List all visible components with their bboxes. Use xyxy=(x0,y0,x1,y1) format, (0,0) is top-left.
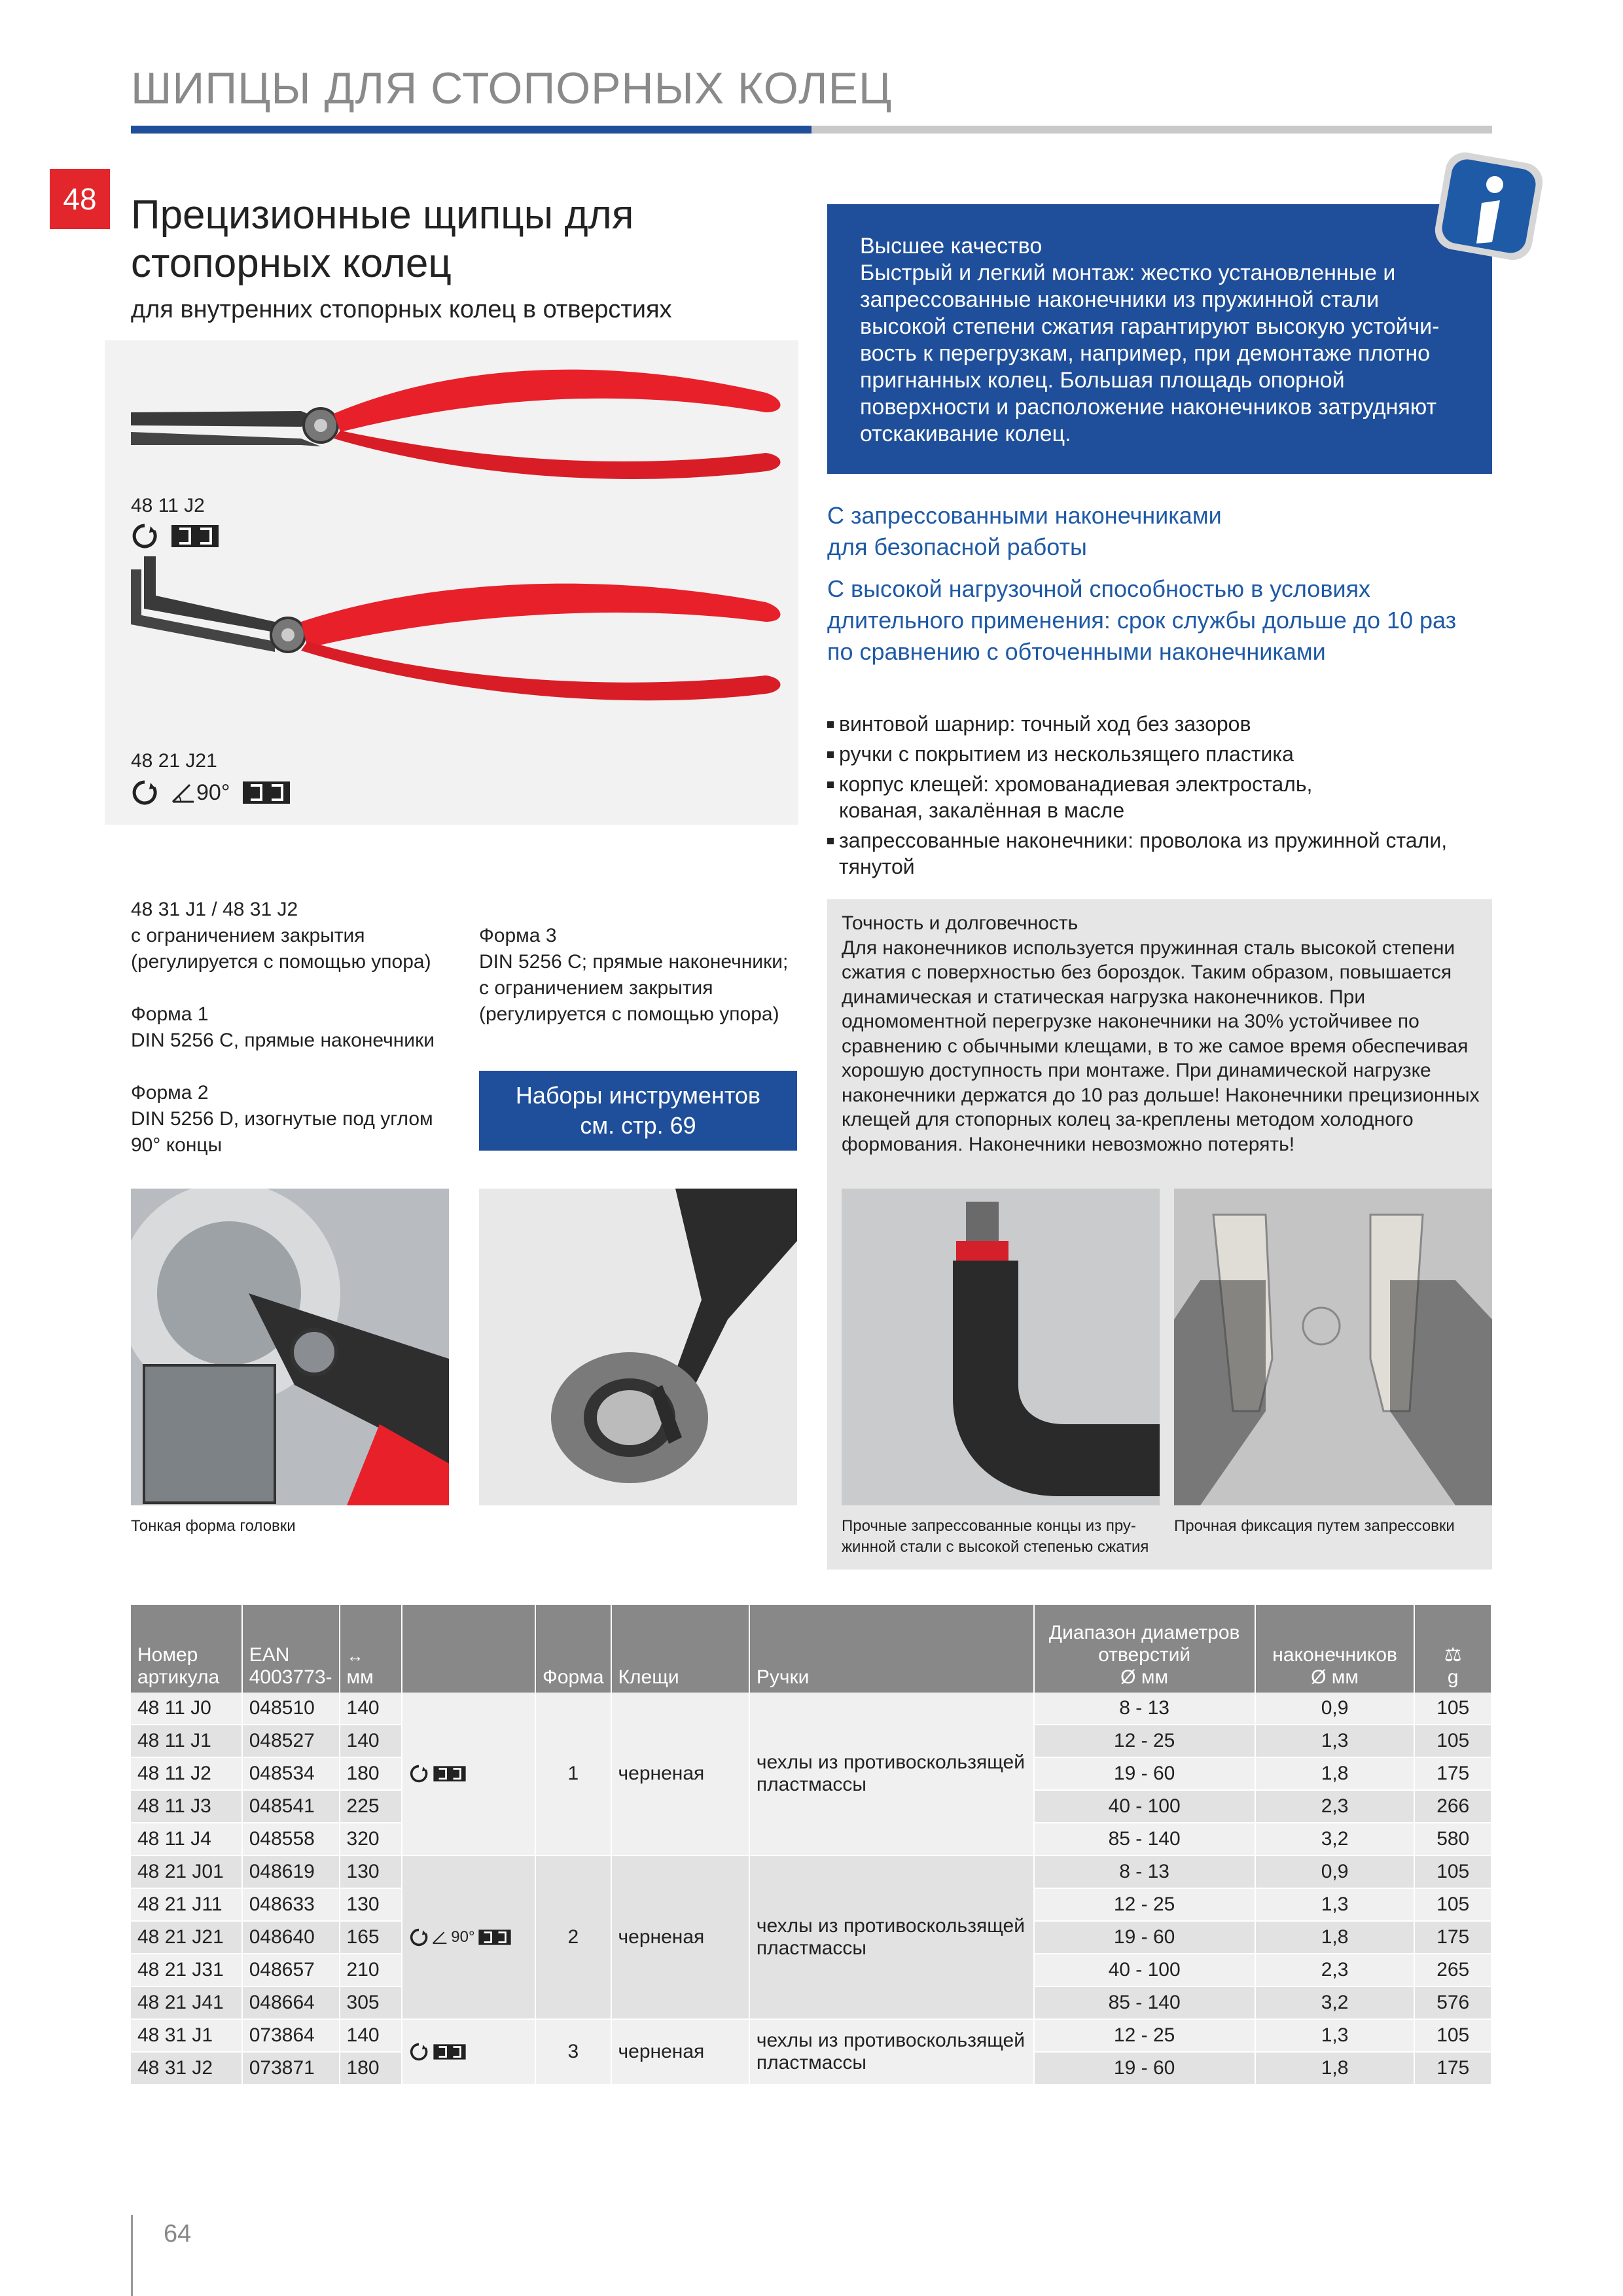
forms-left-line: DIN 5256 C, прямые наконечники xyxy=(131,1030,435,1051)
cell-range: 19 - 60 xyxy=(1034,1921,1255,1954)
forms-left-line: Форма 2 xyxy=(131,1082,209,1103)
quality-text: Быстрый и легкий монтаж: жестко установленные и запрессованные наконечники из пружинной стали высокой степени сжатия гарантируют высокую устойчи-вость к перегрузкам, например, при демонтаже плотно пригнанных колец. Большая площадь опорной поверхности и расположение наконечников затрудняют отскакивание колец. xyxy=(860,260,1440,446)
spacer xyxy=(131,1054,458,1080)
th-pliers: Клещи xyxy=(611,1605,749,1693)
cell-article: 48 11 J4 xyxy=(131,1823,242,1856)
feature-bullets xyxy=(827,711,1488,884)
table-row xyxy=(131,1693,1491,1725)
bullet-item: ручки с покрытием из нескользящего пластика xyxy=(827,741,1488,767)
cell-range: 19 - 60 xyxy=(1034,1757,1255,1790)
form-straight-icon xyxy=(433,2042,467,2062)
cell-weight: 266 xyxy=(1414,1790,1491,1823)
angle-value: 90° xyxy=(196,780,230,805)
cell-ean: 048527 xyxy=(242,1725,340,1757)
cell-length: 140 xyxy=(340,2019,402,2052)
forms-right-column xyxy=(479,923,806,1028)
th-length-unit: мм xyxy=(346,1666,374,1688)
durability-text-block xyxy=(842,911,1483,1157)
footer-divider xyxy=(131,2215,133,2296)
th-range-line3: Ø мм xyxy=(1120,1666,1169,1688)
bullet-item: запрессованные наконечники: проволока из пружинной стали, тянутой xyxy=(827,827,1467,880)
cell-ean: 048510 xyxy=(242,1693,340,1725)
cell-ean: 048558 xyxy=(242,1823,340,1856)
form-straight-icon xyxy=(433,1764,467,1784)
cell-length: 140 xyxy=(340,1693,402,1725)
cell-form: 2 xyxy=(535,1856,611,2019)
cell-range: 40 - 100 xyxy=(1034,1790,1255,1823)
page-number: 64 xyxy=(164,2220,192,2248)
tips-photo xyxy=(842,1189,1160,1505)
product-subtitle: для внутренних стопорных колец в отверстиях xyxy=(131,296,672,323)
cell-weight: 580 xyxy=(1414,1823,1491,1856)
product-title xyxy=(131,191,707,288)
cell-tip: 1,3 xyxy=(1255,1725,1415,1757)
cell-weight: 576 xyxy=(1414,1986,1491,2019)
th-range-line1: Диапазон диаметров xyxy=(1048,1622,1240,1643)
cell-weight: 105 xyxy=(1414,1888,1491,1921)
th-ean-line2: 4003773- xyxy=(249,1666,332,1688)
cell-ean: 048541 xyxy=(242,1790,340,1823)
forms-left-line: (регулируется с помощью упора) xyxy=(131,951,431,973)
cell-article: 48 31 J1 xyxy=(131,2019,242,2052)
cell-weight: 105 xyxy=(1414,1856,1491,1888)
th-ean xyxy=(242,1605,340,1693)
table-row xyxy=(131,2019,1491,2052)
internal-ring-icon xyxy=(131,522,158,550)
feature-durability: С высокой нагрузочной способностью в условиях длительного применения: срок службы дольше до 10 раз по сравнению с обточенными наконечниками xyxy=(827,575,1457,665)
forms-left-column xyxy=(131,897,458,1158)
variant-sku-1: 48 11 J2 xyxy=(131,495,205,516)
cell-pliers: черненая xyxy=(611,1693,749,1856)
cell-length: 130 xyxy=(340,1888,402,1921)
cell-article: 48 21 J41 xyxy=(131,1986,242,2019)
cell-tip: 1,3 xyxy=(1255,2019,1415,2052)
angle-value: 90° xyxy=(451,1928,475,1946)
cell-weight: 175 xyxy=(1414,1921,1491,1954)
cell-length: 180 xyxy=(340,2052,402,2085)
internal-ring-icon xyxy=(409,2042,429,2062)
form-straight-icon xyxy=(478,1928,512,1947)
cell-ean: 048657 xyxy=(242,1954,340,1986)
cell-pliers: черненая xyxy=(611,1856,749,2019)
cell-tip: 0,9 xyxy=(1255,1693,1415,1725)
forms-left-line: 90° концы xyxy=(131,1134,223,1156)
internal-ring-icon xyxy=(131,779,158,806)
bullet-item: корпус клещей: хромованадиевая электросталь, кованая, закалённая в масле xyxy=(827,771,1336,823)
durability-heading: Точность и долговечность xyxy=(842,912,1079,934)
product-title-line2: стопорных колец xyxy=(131,241,452,286)
application-photo xyxy=(479,1189,797,1505)
forms-left-line: с ограничением закрытия xyxy=(131,925,365,946)
cell-tip: 0,9 xyxy=(1255,1856,1415,1888)
internal-ring-icon xyxy=(409,1928,429,1947)
variant-symbols-1 xyxy=(131,522,220,550)
cell-range: 8 - 13 xyxy=(1034,1856,1255,1888)
section-badge: 48 xyxy=(50,169,110,229)
cell-length: 180 xyxy=(340,1757,402,1790)
cell-pliers: черненая xyxy=(611,2019,749,2085)
cell-length: 140 xyxy=(340,1725,402,1757)
scale-icon: ⚖ xyxy=(1444,1644,1462,1666)
cell-form: 3 xyxy=(535,2019,611,2085)
cell-range: 12 - 25 xyxy=(1034,1888,1255,1921)
forms-left-line: Форма 1 xyxy=(131,1003,209,1025)
tool-sets-line2: см. стр. 69 xyxy=(580,1112,696,1139)
row-symbols xyxy=(409,1928,528,1947)
angled-pliers-image xyxy=(131,556,781,700)
caption-fixation: Прочная фиксация путем запрессовки xyxy=(1174,1517,1455,1535)
feature-pressed-tips: С запрессованными наконечниками для безопасной работы xyxy=(827,502,1222,560)
forms-left-line: DIN 5256 D, изогнутые под углом xyxy=(131,1108,433,1130)
cell-range: 19 - 60 xyxy=(1034,2052,1255,2085)
cell-tip: 2,3 xyxy=(1255,1790,1415,1823)
th-ean-line1: EAN xyxy=(249,1644,290,1666)
th-tips-line2: Ø мм xyxy=(1311,1666,1359,1688)
th-symbols xyxy=(402,1605,535,1693)
caption-tips-line1: Прочные запрессованные концы из пру- xyxy=(842,1517,1136,1535)
forms-right-line: Форма 3 xyxy=(479,925,557,946)
angle-icon xyxy=(431,1929,448,1945)
th-article-line1: Номер xyxy=(137,1644,198,1666)
cell-article: 48 11 J0 xyxy=(131,1693,242,1725)
cell-ean: 048633 xyxy=(242,1888,340,1921)
caption-tips xyxy=(842,1516,1169,1558)
th-tips-line1: наконечников xyxy=(1272,1644,1397,1666)
cell-range: 40 - 100 xyxy=(1034,1954,1255,1986)
cell-weight: 105 xyxy=(1414,2019,1491,2052)
th-form: Форма xyxy=(535,1605,611,1693)
spacer xyxy=(131,975,458,1001)
tool-sets-line1: Наборы инструментов xyxy=(515,1082,761,1109)
caption-tips-line2: жинной стали с высокой степенью сжатия xyxy=(842,1538,1149,1556)
header-rule-blue xyxy=(131,126,812,134)
cell-tip: 3,2 xyxy=(1255,1823,1415,1856)
th-weight-unit: g xyxy=(1447,1666,1459,1688)
spec-table xyxy=(131,1605,1492,2085)
cell-ean: 048619 xyxy=(242,1856,340,1888)
bullet-item: винтовой шарнир: точный ход без зазоров xyxy=(827,711,1488,737)
row-symbols xyxy=(409,2042,528,2062)
form-straight-icon xyxy=(170,522,220,550)
cell-range: 12 - 25 xyxy=(1034,2019,1255,2052)
straight-pliers-image xyxy=(131,370,781,479)
cell-weight: 105 xyxy=(1414,1693,1491,1725)
head-shape-photo xyxy=(131,1189,449,1505)
cell-range: 85 - 140 xyxy=(1034,1986,1255,2019)
cell-length: 165 xyxy=(340,1921,402,1954)
fixation-photo xyxy=(1174,1189,1492,1505)
th-article-line2: артикула xyxy=(137,1666,220,1688)
durability-text: Для наконечников используется пружинная сталь высокой степени сжатия с поверхностью без бороздок. Таким образом, повышается динамическая и статическая нагрузка наконечников. При одномоментной перегрузке наконечники на 30% устойчивее по сравнению с обычными клещами, в то же самое время обеспечивая хорошую доступность при монтаже. При динамической нагрузке наконечники держатся до 10 раз дольше! Наконечники прецизионных клещей для стопорных колец за-креплены методом холодного формования. Наконечники невозможно потерять! xyxy=(842,937,1480,1155)
cell-length: 305 xyxy=(340,1986,402,2019)
cell-article: 48 21 J11 xyxy=(131,1888,242,1921)
cell-article: 48 11 J3 xyxy=(131,1790,242,1823)
cell-weight: 175 xyxy=(1414,2052,1491,2085)
forms-right-line: с ограничением закрытия xyxy=(479,977,713,999)
cell-article: 48 21 J21 xyxy=(131,1921,242,1954)
form-straight-icon xyxy=(241,779,291,806)
header-rule-grey xyxy=(812,126,1492,134)
cell-article: 48 21 J01 xyxy=(131,1856,242,1888)
quality-info-box xyxy=(827,204,1492,474)
cell-range: 12 - 25 xyxy=(1034,1725,1255,1757)
variant-symbols-2 xyxy=(131,779,291,806)
cell-symbols xyxy=(402,1856,535,2019)
cell-article: 48 21 J31 xyxy=(131,1954,242,1986)
cell-article: 48 11 J2 xyxy=(131,1757,242,1790)
product-title-line1: Прецизионные щипцы для xyxy=(131,192,634,238)
cell-symbols xyxy=(402,2019,535,2085)
cell-length: 210 xyxy=(340,1954,402,1986)
length-arrow-icon: ↔ xyxy=(346,1646,364,1666)
spec-table-body xyxy=(131,1693,1491,2085)
th-range xyxy=(1034,1605,1255,1693)
page-header-title: ШИПЦЫ ДЛЯ СТОПОРНЫХ КОЛЕЦ xyxy=(131,63,893,113)
th-range-line2: отверстий xyxy=(1098,1644,1191,1666)
quality-heading: Высшее качество xyxy=(860,234,1043,259)
cell-weight: 105 xyxy=(1414,1725,1491,1757)
cell-handles: чехлы из противоскользящей пластмассы xyxy=(749,1693,1034,1856)
cell-tip: 1,8 xyxy=(1255,2052,1415,2085)
cell-article: 48 31 J2 xyxy=(131,2052,242,2085)
table-row xyxy=(131,1856,1491,1888)
cell-tip: 1,3 xyxy=(1255,1888,1415,1921)
th-article xyxy=(131,1605,242,1693)
cell-tip: 1,8 xyxy=(1255,1921,1415,1954)
cell-tip: 3,2 xyxy=(1255,1986,1415,2019)
cell-ean: 048664 xyxy=(242,1986,340,2019)
angle-label xyxy=(170,780,230,806)
forms-right-line: DIN 5256 C; прямые наконечники; xyxy=(479,951,789,973)
internal-ring-icon xyxy=(409,1764,429,1784)
row-symbols xyxy=(409,1764,528,1784)
cell-weight: 265 xyxy=(1414,1954,1491,1986)
cell-range: 85 - 140 xyxy=(1034,1823,1255,1856)
spec-table-header xyxy=(131,1605,1491,1693)
th-tips xyxy=(1255,1605,1415,1693)
cell-article: 48 11 J1 xyxy=(131,1725,242,1757)
cell-length: 320 xyxy=(340,1823,402,1856)
cell-ean: 048534 xyxy=(242,1757,340,1790)
cell-ean: 073864 xyxy=(242,2019,340,2052)
forms-right-line: (регулируется с помощью упора) xyxy=(479,1003,779,1025)
cell-tip: 1,8 xyxy=(1255,1757,1415,1790)
info-icon xyxy=(1427,144,1551,268)
cell-handles: чехлы из противоскользящей пластмассы xyxy=(749,1856,1034,2019)
cell-form: 1 xyxy=(535,1693,611,1856)
th-length xyxy=(340,1605,402,1693)
cell-weight: 175 xyxy=(1414,1757,1491,1790)
cell-symbols xyxy=(402,1693,535,1856)
cell-range: 8 - 13 xyxy=(1034,1693,1255,1725)
cell-ean: 048640 xyxy=(242,1921,340,1954)
forms-left-line: 48 31 J1 / 48 31 J2 xyxy=(131,899,298,920)
th-handles: Ручки xyxy=(749,1605,1034,1693)
tool-sets-link-box[interactable] xyxy=(479,1071,797,1151)
cell-tip: 2,3 xyxy=(1255,1954,1415,1986)
caption-head-shape: Тонкая форма головки xyxy=(131,1517,296,1535)
th-weight xyxy=(1414,1605,1491,1693)
cell-length: 225 xyxy=(340,1790,402,1823)
variant-sku-2: 48 21 J21 xyxy=(131,750,217,772)
angle-icon xyxy=(170,781,196,804)
cell-ean: 073871 xyxy=(242,2052,340,2085)
cell-handles: чехлы из противоскользящей пластмассы xyxy=(749,2019,1034,2085)
cell-length: 130 xyxy=(340,1856,402,1888)
